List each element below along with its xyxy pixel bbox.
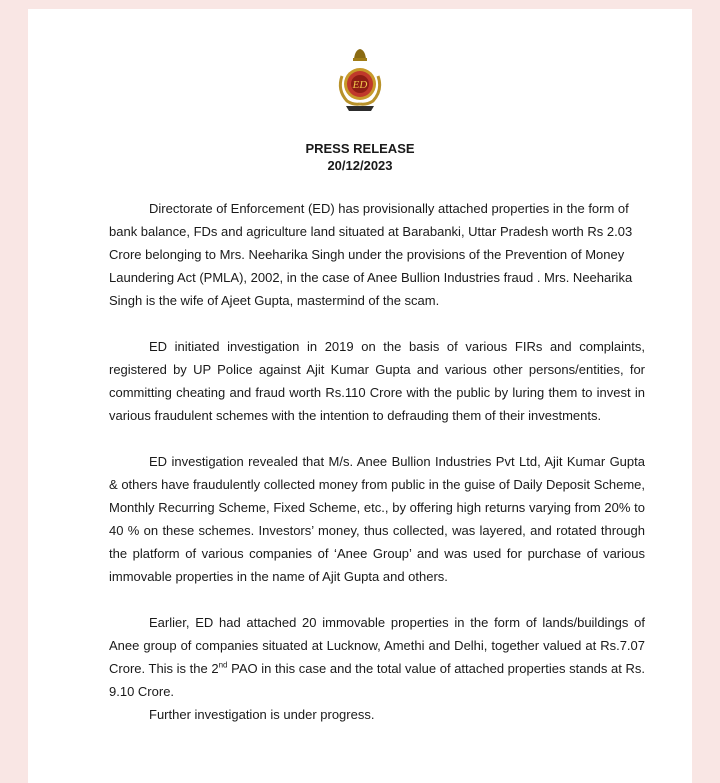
paragraph-4 [109, 611, 645, 703]
paragraph-4-text-a: Earlier, ED had attached 20 immovable properties in the form of lands/buildings of Anee group of companies situated at Lucknow, Amethi and Delhi, together valued at Rs.7.07 Crore. This is the 2 [109, 615, 645, 676]
paragraph-1: Directorate of Enforcement (ED) has provisionally attached properties in the form of bank balance, FDs and agriculture land situated at Barabanki, Uttar Pradesh worth Rs 2.03 Crore belonging to Mrs. Neeharika Singh under the provisions of the Prevention of Money Laundering Act (PMLA), 2002, in the case of Anee Bullion Industries fraud . Mrs. Neeharika Singh is the wife of Ajeet Gupta, mastermind of the scam. [109, 201, 633, 308]
paragraph-4-text-b: PAO in this case and the total value of attached properties stands at Rs. 9.10 Crore. [109, 661, 645, 699]
release-title: PRESS RELEASE [305, 141, 415, 156]
release-heading [28, 140, 692, 174]
svg-text:ED: ED [352, 79, 368, 91]
release-date: 20/12/2023 [327, 158, 393, 173]
paragraph-3: ED investigation revealed that M/s. Anee Bullion Industries Pvt Ltd, Ajit Kumar Gupta & others have fraudulently collected money from public in the guise of Daily Deposit Scheme, Monthly Recurring Scheme, Fixed Scheme, etc., by offering high returns varying from 20% to 40 % on these schemes. Investors’ money, thus collected, was layered, and rotated through the platform of various companies of ‘Anee Group’ and was used for purchase of various immovable properties in the name of Ajit Gupta and others. [109, 454, 645, 584]
ed-emblem-icon [329, 46, 391, 114]
paragraph-2: ED initiated investigation in 2019 on the basis of various FIRs and complaints, registered by UP Police against Ajit Kumar Gupta and various other persons/entities, for committing cheating and fraud worth Rs.110 Crore with the public by luring them to invest in various fraudulent schemes with the intention to defrauding them of their investments. [109, 339, 645, 423]
release-body [109, 197, 645, 726]
paragraph-4-sup: nd [218, 660, 228, 670]
press-release-page [28, 9, 692, 783]
paragraph-5: Further investigation is under progress. [149, 707, 375, 722]
